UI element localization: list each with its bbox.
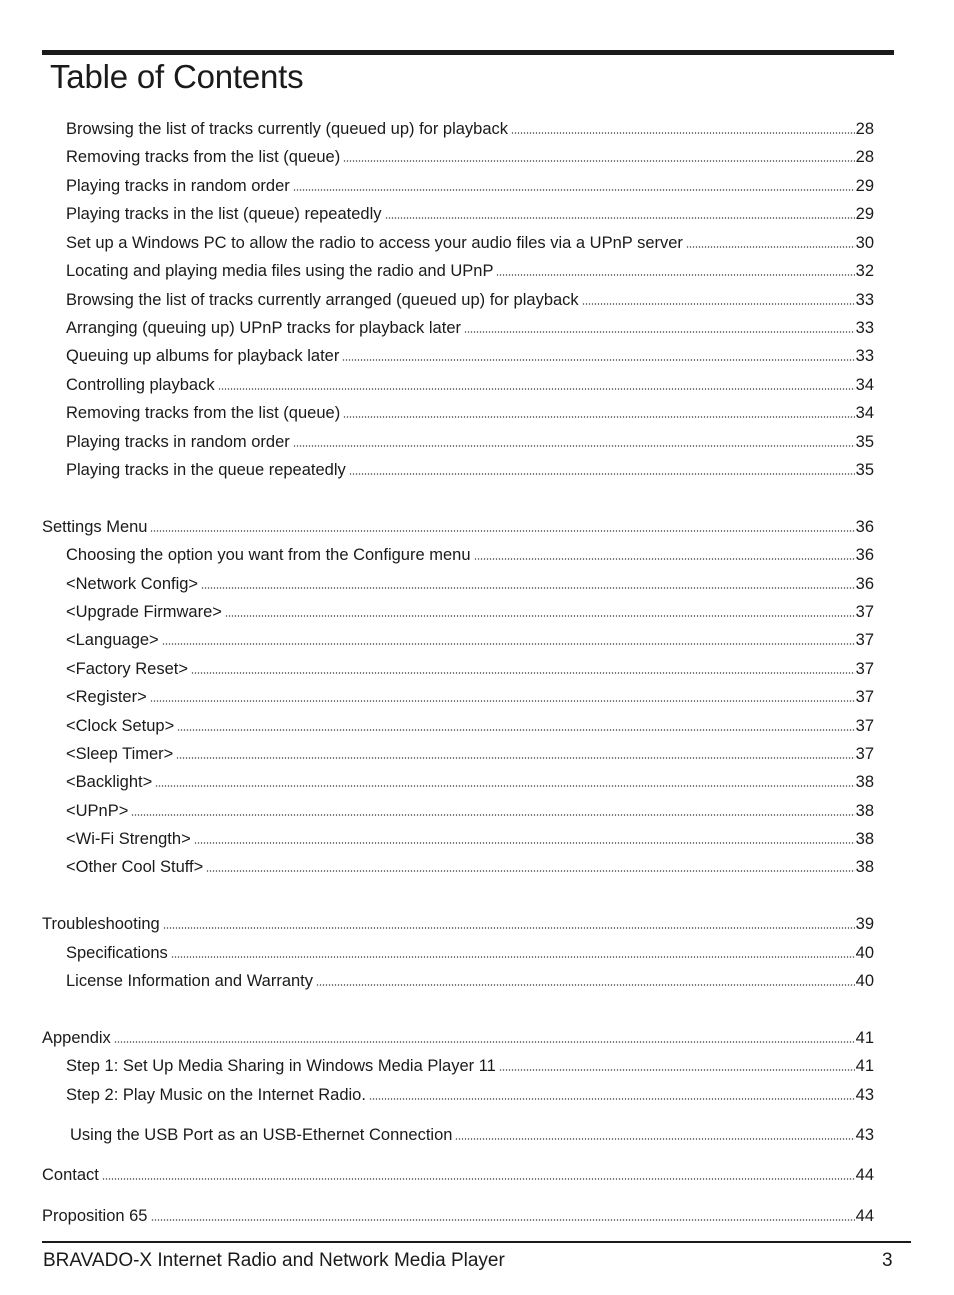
toc-entry-page: 36 — [855, 518, 874, 536]
toc-entry-label: Troubleshooting — [42, 915, 160, 933]
toc-entry[interactable] — [66, 573, 874, 595]
toc-entry-label: <Other Cool Stuff> — [66, 858, 204, 876]
toc-entry-label: Step 1: Set Up Media Sharing in Windows Media Player 11 — [66, 1057, 496, 1075]
toc-section-entry[interactable] — [42, 1205, 874, 1227]
toc-entry-page: 37 — [855, 745, 874, 763]
toc-entry[interactable] — [66, 1055, 874, 1077]
toc-entry-label: Step 2: Play Music on the Internet Radio. — [66, 1086, 366, 1104]
toc-entry[interactable] — [66, 544, 874, 566]
toc-entry-page: 38 — [855, 802, 874, 820]
toc-entry-page: 33 — [855, 319, 874, 337]
toc-entry-page: 36 — [855, 575, 874, 593]
dot-leader — [171, 956, 855, 958]
toc-entry-page: 38 — [855, 773, 874, 791]
toc-entry-page: 37 — [855, 631, 874, 649]
toc-entry-page: 29 — [855, 177, 874, 195]
toc-entry-label: Using the USB Port as an USB-Ethernet Connection — [70, 1126, 453, 1144]
dot-leader — [496, 274, 854, 276]
toc-entry-page: 29 — [855, 205, 874, 223]
toc-entry[interactable] — [66, 715, 874, 737]
toc-entry-page: 37 — [855, 717, 874, 735]
dot-leader — [464, 331, 855, 333]
dot-leader — [349, 473, 855, 475]
toc-entry-page: 43 — [855, 1126, 874, 1144]
dot-leader — [150, 530, 854, 532]
dot-leader — [218, 388, 855, 390]
toc-entry-page: 37 — [855, 603, 874, 621]
toc-entry-label: Specifications — [66, 944, 168, 962]
dot-leader — [455, 1138, 854, 1140]
footer-page-number: 3 — [882, 1250, 893, 1271]
toc-entry[interactable] — [66, 686, 874, 708]
toc-entry-page: 40 — [855, 972, 874, 990]
toc-entry[interactable] — [66, 431, 874, 453]
toc-entry[interactable] — [66, 601, 874, 623]
toc-entry[interactable] — [66, 771, 874, 793]
toc-entry-label: <Wi-Fi Strength> — [66, 830, 191, 848]
dot-leader — [225, 615, 855, 617]
toc-entry[interactable] — [66, 317, 874, 339]
toc-entry[interactable] — [66, 118, 874, 140]
dot-leader — [343, 416, 854, 418]
toc-entry-label: Controlling playback — [66, 376, 215, 394]
dot-leader — [686, 246, 855, 248]
toc-entry-label: Appendix — [42, 1029, 111, 1047]
dot-leader — [191, 672, 855, 674]
toc-entry[interactable] — [66, 1084, 874, 1106]
toc-entry-label: Browsing the list of tracks currently arranged (queued up) for playback — [66, 291, 579, 309]
toc-entry[interactable] — [70, 1124, 874, 1146]
toc-entry[interactable] — [66, 828, 874, 850]
toc-entry[interactable] — [66, 345, 874, 367]
dot-leader — [293, 445, 855, 447]
toc-entry-page: 38 — [855, 830, 874, 848]
dot-leader — [162, 643, 855, 645]
toc-entry-page: 28 — [855, 120, 874, 138]
toc-entry-label: Locating and playing media files using the radio and UPnP — [66, 262, 494, 280]
dot-leader — [511, 132, 855, 134]
toc-entry[interactable] — [66, 232, 874, 254]
toc-entry-label: Playing tracks in the list (queue) repeatedly — [66, 205, 382, 223]
dot-leader — [176, 757, 854, 759]
toc-entry-label: Browsing the list of tracks currently (queued up) for playback — [66, 120, 509, 138]
page-title: Table of Contents — [50, 58, 304, 95]
dot-leader — [131, 814, 854, 816]
dot-leader — [201, 587, 855, 589]
toc-entry-page: 36 — [855, 546, 874, 564]
footer-document-title: BRAVADO-X Internet Radio and Network Media Player — [43, 1250, 505, 1271]
toc-entry-label: License Information and Warranty — [66, 972, 314, 990]
toc-entry-label: Playing tracks in the queue repeatedly — [66, 461, 346, 479]
toc-entry[interactable] — [66, 942, 874, 964]
toc-entry-label: Contact — [42, 1166, 99, 1184]
toc-entry-page: 41 — [855, 1057, 874, 1075]
dot-leader — [155, 785, 854, 787]
toc-entry[interactable] — [66, 146, 874, 168]
toc-entry-label: <Language> — [66, 631, 159, 649]
toc-entry[interactable] — [66, 289, 874, 311]
dot-leader — [163, 927, 855, 929]
toc-entry-label: Removing tracks from the list (queue) — [66, 404, 341, 422]
toc-section-entry[interactable] — [42, 1027, 874, 1049]
toc-entry[interactable] — [66, 800, 874, 822]
dot-leader — [150, 700, 855, 702]
toc-entry[interactable] — [66, 260, 874, 282]
toc-entry-page: 40 — [855, 944, 874, 962]
dot-leader — [206, 870, 854, 872]
dot-leader — [369, 1098, 855, 1100]
toc-entry-label: <Upgrade Firmware> — [66, 603, 222, 621]
toc-entry-label: <UPnP> — [66, 802, 129, 820]
toc-entry-page: 35 — [855, 461, 874, 479]
toc-entry-label: Arranging (queuing up) UPnP tracks for playback later — [66, 319, 461, 337]
dot-leader — [102, 1178, 855, 1180]
dot-leader — [316, 984, 855, 986]
toc-entry-label: Queuing up albums for playback later — [66, 347, 340, 365]
toc-entry[interactable] — [66, 970, 874, 992]
toc-entry[interactable] — [66, 402, 874, 424]
toc-entry-page: 37 — [855, 688, 874, 706]
toc-section-entry[interactable] — [42, 516, 874, 538]
dot-leader — [474, 558, 855, 560]
dot-leader — [343, 160, 854, 162]
toc-entry-label: Playing tracks in random order — [66, 433, 290, 451]
dot-leader — [194, 842, 855, 844]
toc-entry-label: Playing tracks in random order — [66, 177, 290, 195]
toc-entry-page: 44 — [855, 1207, 874, 1225]
toc-entry-label: Proposition 65 — [42, 1207, 148, 1225]
toc-entry-label: <Network Config> — [66, 575, 199, 593]
toc-entry-label: Set up a Windows PC to allow the radio to access your audio files via a UPnP server — [66, 234, 683, 252]
dot-leader — [177, 729, 854, 731]
toc-entry-page: 35 — [855, 433, 874, 451]
toc-entry-label: <Clock Setup> — [66, 717, 175, 735]
toc-entry-page: 34 — [855, 376, 874, 394]
toc-entry-page: 33 — [855, 347, 874, 365]
dot-leader — [499, 1069, 855, 1071]
footer-rule — [42, 1241, 911, 1243]
toc-entry[interactable] — [66, 856, 874, 878]
toc-entry-page: 37 — [855, 660, 874, 678]
toc-entry[interactable] — [66, 203, 874, 225]
toc-entry[interactable] — [66, 175, 874, 197]
toc-entry-label: Removing tracks from the list (queue) — [66, 148, 341, 166]
toc-entry-page: 43 — [855, 1086, 874, 1104]
toc-entry-label: Settings Menu — [42, 518, 148, 536]
dot-leader — [582, 303, 855, 305]
dot-leader — [151, 1219, 855, 1221]
toc-entry-page: 38 — [855, 858, 874, 876]
toc-entry[interactable] — [66, 629, 874, 651]
toc-entry-label: <Factory Reset> — [66, 660, 188, 678]
toc-entry-label: <Backlight> — [66, 773, 153, 791]
dot-leader — [385, 217, 855, 219]
toc-section-entry[interactable] — [42, 1164, 874, 1186]
toc-section-entry[interactable] — [42, 913, 874, 935]
toc-entry[interactable] — [66, 743, 874, 765]
toc-entry[interactable] — [66, 658, 874, 680]
toc-entry-page: 39 — [855, 915, 874, 933]
toc-entry-label: Choosing the option you want from the Configure menu — [66, 546, 471, 564]
toc-entry[interactable] — [66, 374, 874, 396]
dot-leader — [342, 359, 854, 361]
toc-entry-page: 28 — [855, 148, 874, 166]
toc-entry-page: 32 — [855, 262, 874, 280]
toc-entry-page: 30 — [855, 234, 874, 252]
toc-entry-label: <Register> — [66, 688, 147, 706]
toc-entry-page: 44 — [855, 1166, 874, 1184]
dot-leader — [293, 189, 855, 191]
toc-entry[interactable] — [66, 459, 874, 481]
toc-entry-page: 41 — [855, 1029, 874, 1047]
toc-entry-label: <Sleep Timer> — [66, 745, 174, 763]
toc-entry-page: 34 — [855, 404, 874, 422]
toc-entry-page: 33 — [855, 291, 874, 309]
dot-leader — [114, 1041, 855, 1043]
